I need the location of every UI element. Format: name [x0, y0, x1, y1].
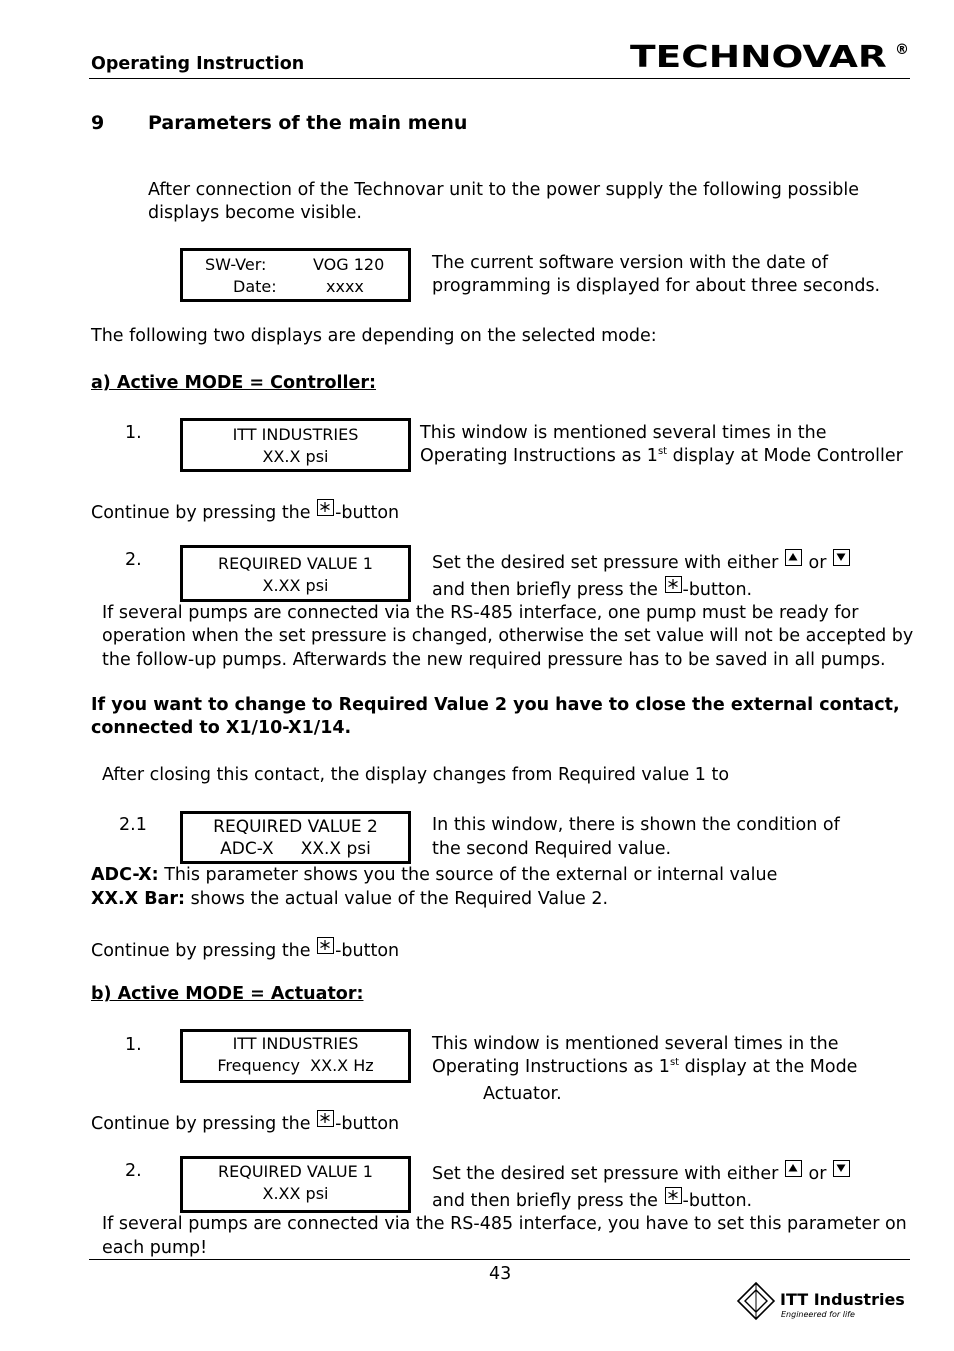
- desc-text: and then briefly press the: [432, 580, 664, 600]
- lcd-row1-label: SW-Ver:: [205, 255, 267, 274]
- lcd-line-1: REQUIRED VALUE 1: [218, 554, 373, 573]
- continue-instruction: [91, 499, 399, 525]
- bold-note-2: connected to X1/10-X1/14.: [91, 718, 352, 738]
- star-button-icon: [665, 1187, 682, 1204]
- section-title: Parameters of the main menu: [148, 112, 468, 134]
- controller-heading: a) Active MODE = Controller:: [91, 373, 377, 393]
- up-arrow-button-icon: [785, 1160, 802, 1177]
- down-arrow-button-icon: [833, 1160, 850, 1177]
- desc-text: display at the Mode: [679, 1057, 858, 1077]
- desc-text: -button.: [682, 580, 753, 600]
- step-number: 2.1: [119, 815, 147, 835]
- intro-line-1: After connection of the Technovar unit to the power supply the following possible: [148, 180, 860, 200]
- controller-step1-desc-1: This window is mentioned several times in the: [420, 423, 827, 443]
- actuator-pumps-note-2: each pump!: [102, 1238, 208, 1258]
- controller-step2-desc-1: [432, 549, 851, 575]
- pumps-note-1: If several pumps are connected via the RS-485 interface, one pump must be ready for: [102, 603, 859, 623]
- lcd-required-value-2: [180, 811, 411, 864]
- section-number: 9: [91, 112, 105, 134]
- term-label: XX.X Bar:: [91, 889, 185, 909]
- lcd-line-2: Frequency XX.X Hz: [217, 1056, 374, 1075]
- lcd-line-1: ITT INDUSTRIES: [232, 425, 359, 444]
- actuator-step1-desc-2: [432, 1056, 857, 1079]
- continue-text: -button: [335, 941, 400, 961]
- continue-text: -button: [335, 503, 400, 523]
- lcd-line-2: X.XX psi: [262, 576, 329, 595]
- desc-text: -button.: [682, 1191, 753, 1211]
- desc-text: or: [802, 1164, 832, 1184]
- desc-text: Operating Instructions as 1: [420, 446, 658, 466]
- company-tagline: Engineered for life: [781, 1310, 855, 1319]
- continue-text: -button: [335, 1114, 400, 1134]
- step21-desc-2: the second Required value.: [432, 839, 672, 859]
- pumps-note-2: operation when the set pressure is changed, otherwise the set value will not be accepted by: [102, 626, 914, 646]
- term-text: This parameter shows you the source of the external or internal value: [158, 865, 778, 885]
- actuator-heading: b) Active MODE = Actuator:: [91, 984, 364, 1004]
- controller-step1-desc-2: [420, 445, 903, 468]
- up-arrow-button-icon: [785, 549, 802, 566]
- itt-industries-logo: [736, 1281, 905, 1323]
- lcd-actuator-main: [180, 1029, 411, 1083]
- star-button-icon: [317, 1110, 334, 1127]
- version-desc-2: programming is displayed for about three seconds.: [432, 276, 881, 296]
- down-arrow-button-icon: [833, 549, 850, 566]
- desc-text: or: [802, 553, 832, 573]
- adc-x-definition: [91, 864, 777, 887]
- actuator-step2-desc-2: [432, 1187, 752, 1213]
- footer-rule: [89, 1259, 910, 1260]
- lcd-row2-value: xxxx: [326, 277, 364, 296]
- desc-text: display at Mode Controller: [667, 446, 903, 466]
- actuator-step1-desc-1: This window is mentioned several times in the: [432, 1034, 839, 1054]
- step21-desc-1: In this window, there is shown the condition of: [432, 815, 840, 835]
- lcd-line-1: ITT INDUSTRIES: [232, 1034, 359, 1053]
- lcd-line-2: ADC-X XX.X psi: [220, 839, 371, 859]
- page-number: 43: [489, 1264, 512, 1284]
- version-desc-1: The current software version with the date of: [432, 253, 829, 273]
- step-number: 2.: [125, 550, 142, 570]
- header-title: Operating Instruction: [91, 54, 305, 74]
- header-rule: [89, 78, 910, 79]
- desc-text: and then briefly press the: [432, 1191, 664, 1211]
- lcd-line-1: REQUIRED VALUE 2: [213, 817, 378, 837]
- lcd-required-value-1: [180, 1156, 411, 1213]
- star-button-icon: [317, 499, 334, 516]
- desc-text: Set the desired set pressure with either: [432, 1164, 784, 1184]
- pumps-note-3: the follow-up pumps. Afterwards the new required pressure has to be saved in all pumps.: [102, 650, 886, 670]
- step-number: 1.: [125, 423, 142, 443]
- lcd-required-value-1: [180, 545, 411, 602]
- actuator-step1-desc-3: Actuator.: [483, 1084, 562, 1104]
- step-number: 2.: [125, 1161, 142, 1181]
- lcd-line-1: REQUIRED VALUE 1: [218, 1162, 373, 1181]
- continue-text: Continue by pressing the: [91, 503, 317, 523]
- bold-note-1: If you want to change to Required Value 2 you have to close the external contact,: [91, 695, 900, 715]
- star-button-icon: [665, 576, 682, 593]
- lcd-row1-value: VOG 120: [313, 255, 385, 274]
- brand-name: TECHNOVAR: [630, 40, 887, 75]
- star-button-icon: [317, 937, 334, 954]
- registered-mark: ®: [895, 42, 909, 58]
- after-close-note: After closing this contact, the display changes from Required value 1 to: [102, 765, 730, 785]
- lcd-line-2: X.XX psi: [262, 1184, 329, 1203]
- term-text: shows the actual value of the Required Value 2.: [185, 889, 609, 909]
- term-label: ADC-X:: [91, 865, 159, 885]
- company-name: ITT Industries: [780, 1290, 905, 1309]
- continue-text: Continue by pressing the: [91, 941, 317, 961]
- lcd-software-version: [180, 248, 411, 302]
- continue-instruction: [91, 1110, 399, 1136]
- itt-logo-icon: [736, 1281, 776, 1321]
- lcd-controller-main: [180, 418, 411, 472]
- continue-instruction: [91, 937, 399, 963]
- desc-text: Set the desired set pressure with either: [432, 553, 784, 573]
- lcd-row2-label: Date:: [233, 277, 277, 296]
- step-number: 1.: [125, 1035, 142, 1055]
- controller-step2-desc-2: [432, 576, 752, 602]
- intro-line-2: displays become visible.: [148, 203, 362, 223]
- superscript: st: [657, 446, 668, 458]
- desc-text: Operating Instructions as 1: [432, 1057, 670, 1077]
- continue-text: Continue by pressing the: [91, 1114, 317, 1134]
- xx-bar-definition: [91, 888, 608, 911]
- superscript: st: [669, 1057, 680, 1069]
- lcd-line-2: XX.X psi: [262, 447, 329, 466]
- actuator-pumps-note-1: If several pumps are connected via the RS-485 interface, you have to set this parameter on: [102, 1214, 907, 1234]
- actuator-step2-desc-1: [432, 1160, 851, 1186]
- mode-note: The following two displays are depending on the selected mode:: [91, 326, 657, 346]
